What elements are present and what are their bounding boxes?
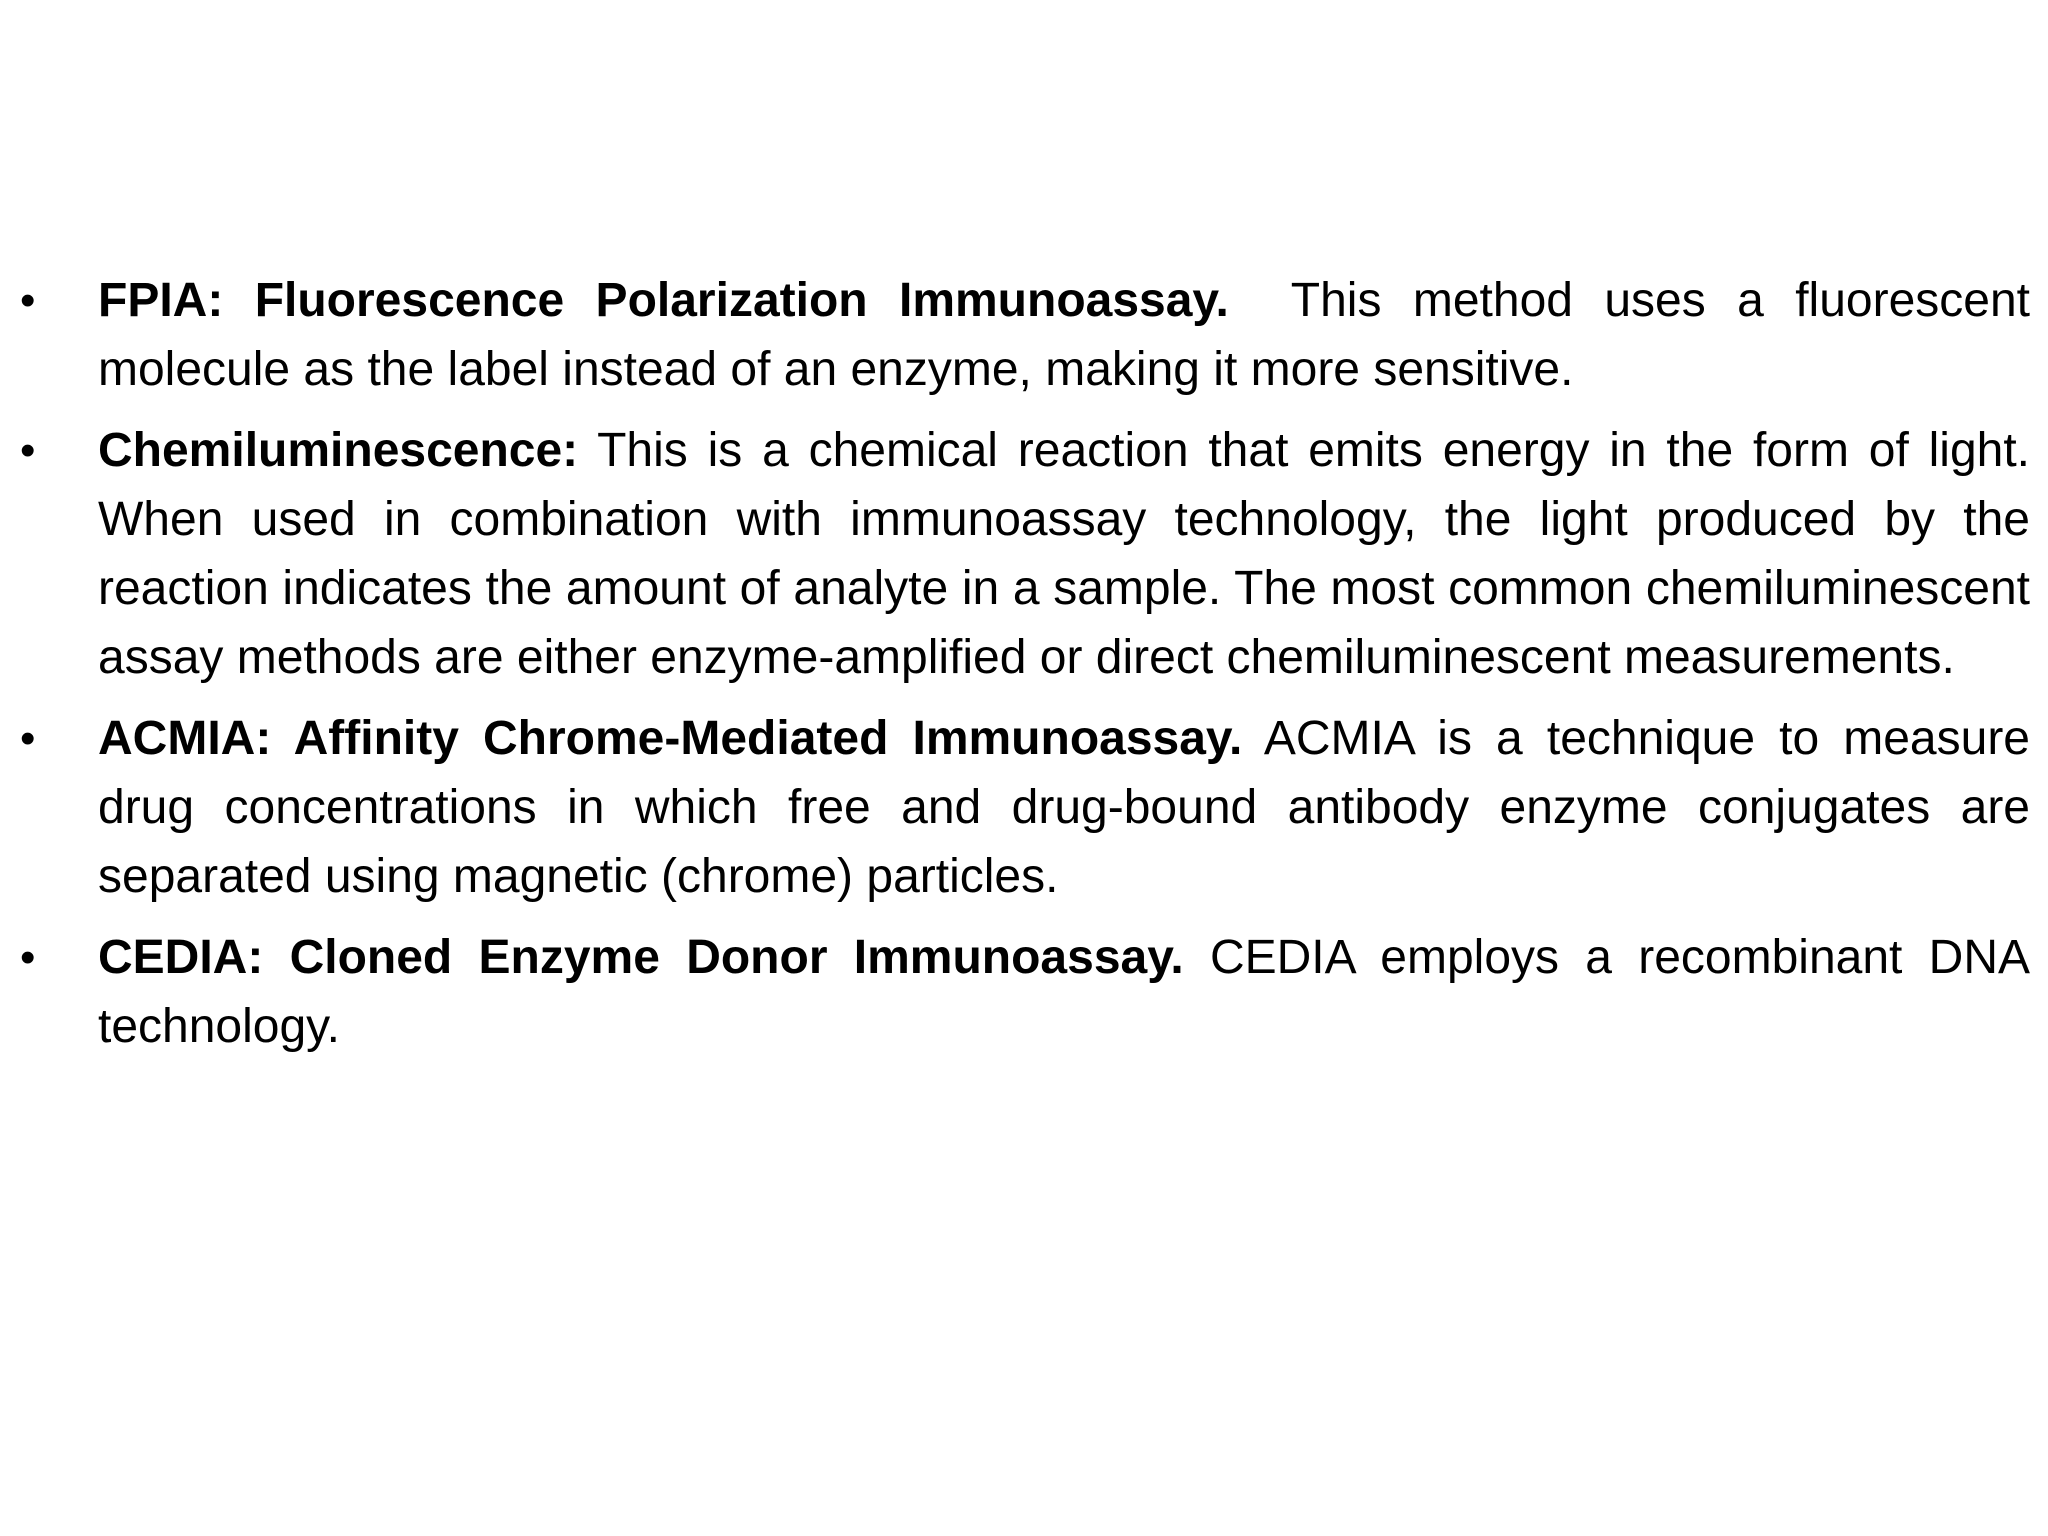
bullet-item-chemiluminescence	[20, 416, 2030, 692]
bullet-icon: •	[20, 426, 36, 475]
bullet-item-fpia	[20, 266, 2044, 404]
bullet-term: FPIA: Fluorescence Polarization Immunoassay.	[98, 274, 1229, 327]
bullet-text: CEDIA employs a recombinant DNA technology.	[98, 931, 2030, 1053]
bullet-text: ACMIA is a technique to measure drug concentrations in which free and drug-bound antibody enzyme conjugates are separated using magnetic (chrome) particles.	[98, 712, 2030, 903]
bullet-list	[20, 266, 2044, 1073]
bullet-term: Chemiluminescence:	[98, 424, 579, 477]
bullet-item-acmia	[20, 704, 2030, 911]
bullet-icon: •	[20, 714, 36, 763]
bullet-text: This method uses a fluorescent molecule as the label instead of an enzyme, making it more sensitive.	[98, 274, 2044, 396]
bullet-text: This is a chemical reaction that emits energy in the form of light. When used in combination with immunoassay technology, the light produced by the reaction indicates the amount of analyte in a sample. The most common chemiluminescent assay methods are either enzyme-amplified or direct chemiluminescent measurements.	[98, 424, 2030, 684]
bullet-term: ACMIA: Affinity Chrome-Mediated Immunoassay.	[98, 712, 1243, 765]
bullet-icon: •	[20, 933, 36, 982]
bullet-icon: •	[20, 276, 36, 325]
bullet-term: CEDIA: Cloned Enzyme Donor Immunoassay.	[98, 931, 1184, 984]
bullet-item-cedia	[20, 923, 2030, 1061]
